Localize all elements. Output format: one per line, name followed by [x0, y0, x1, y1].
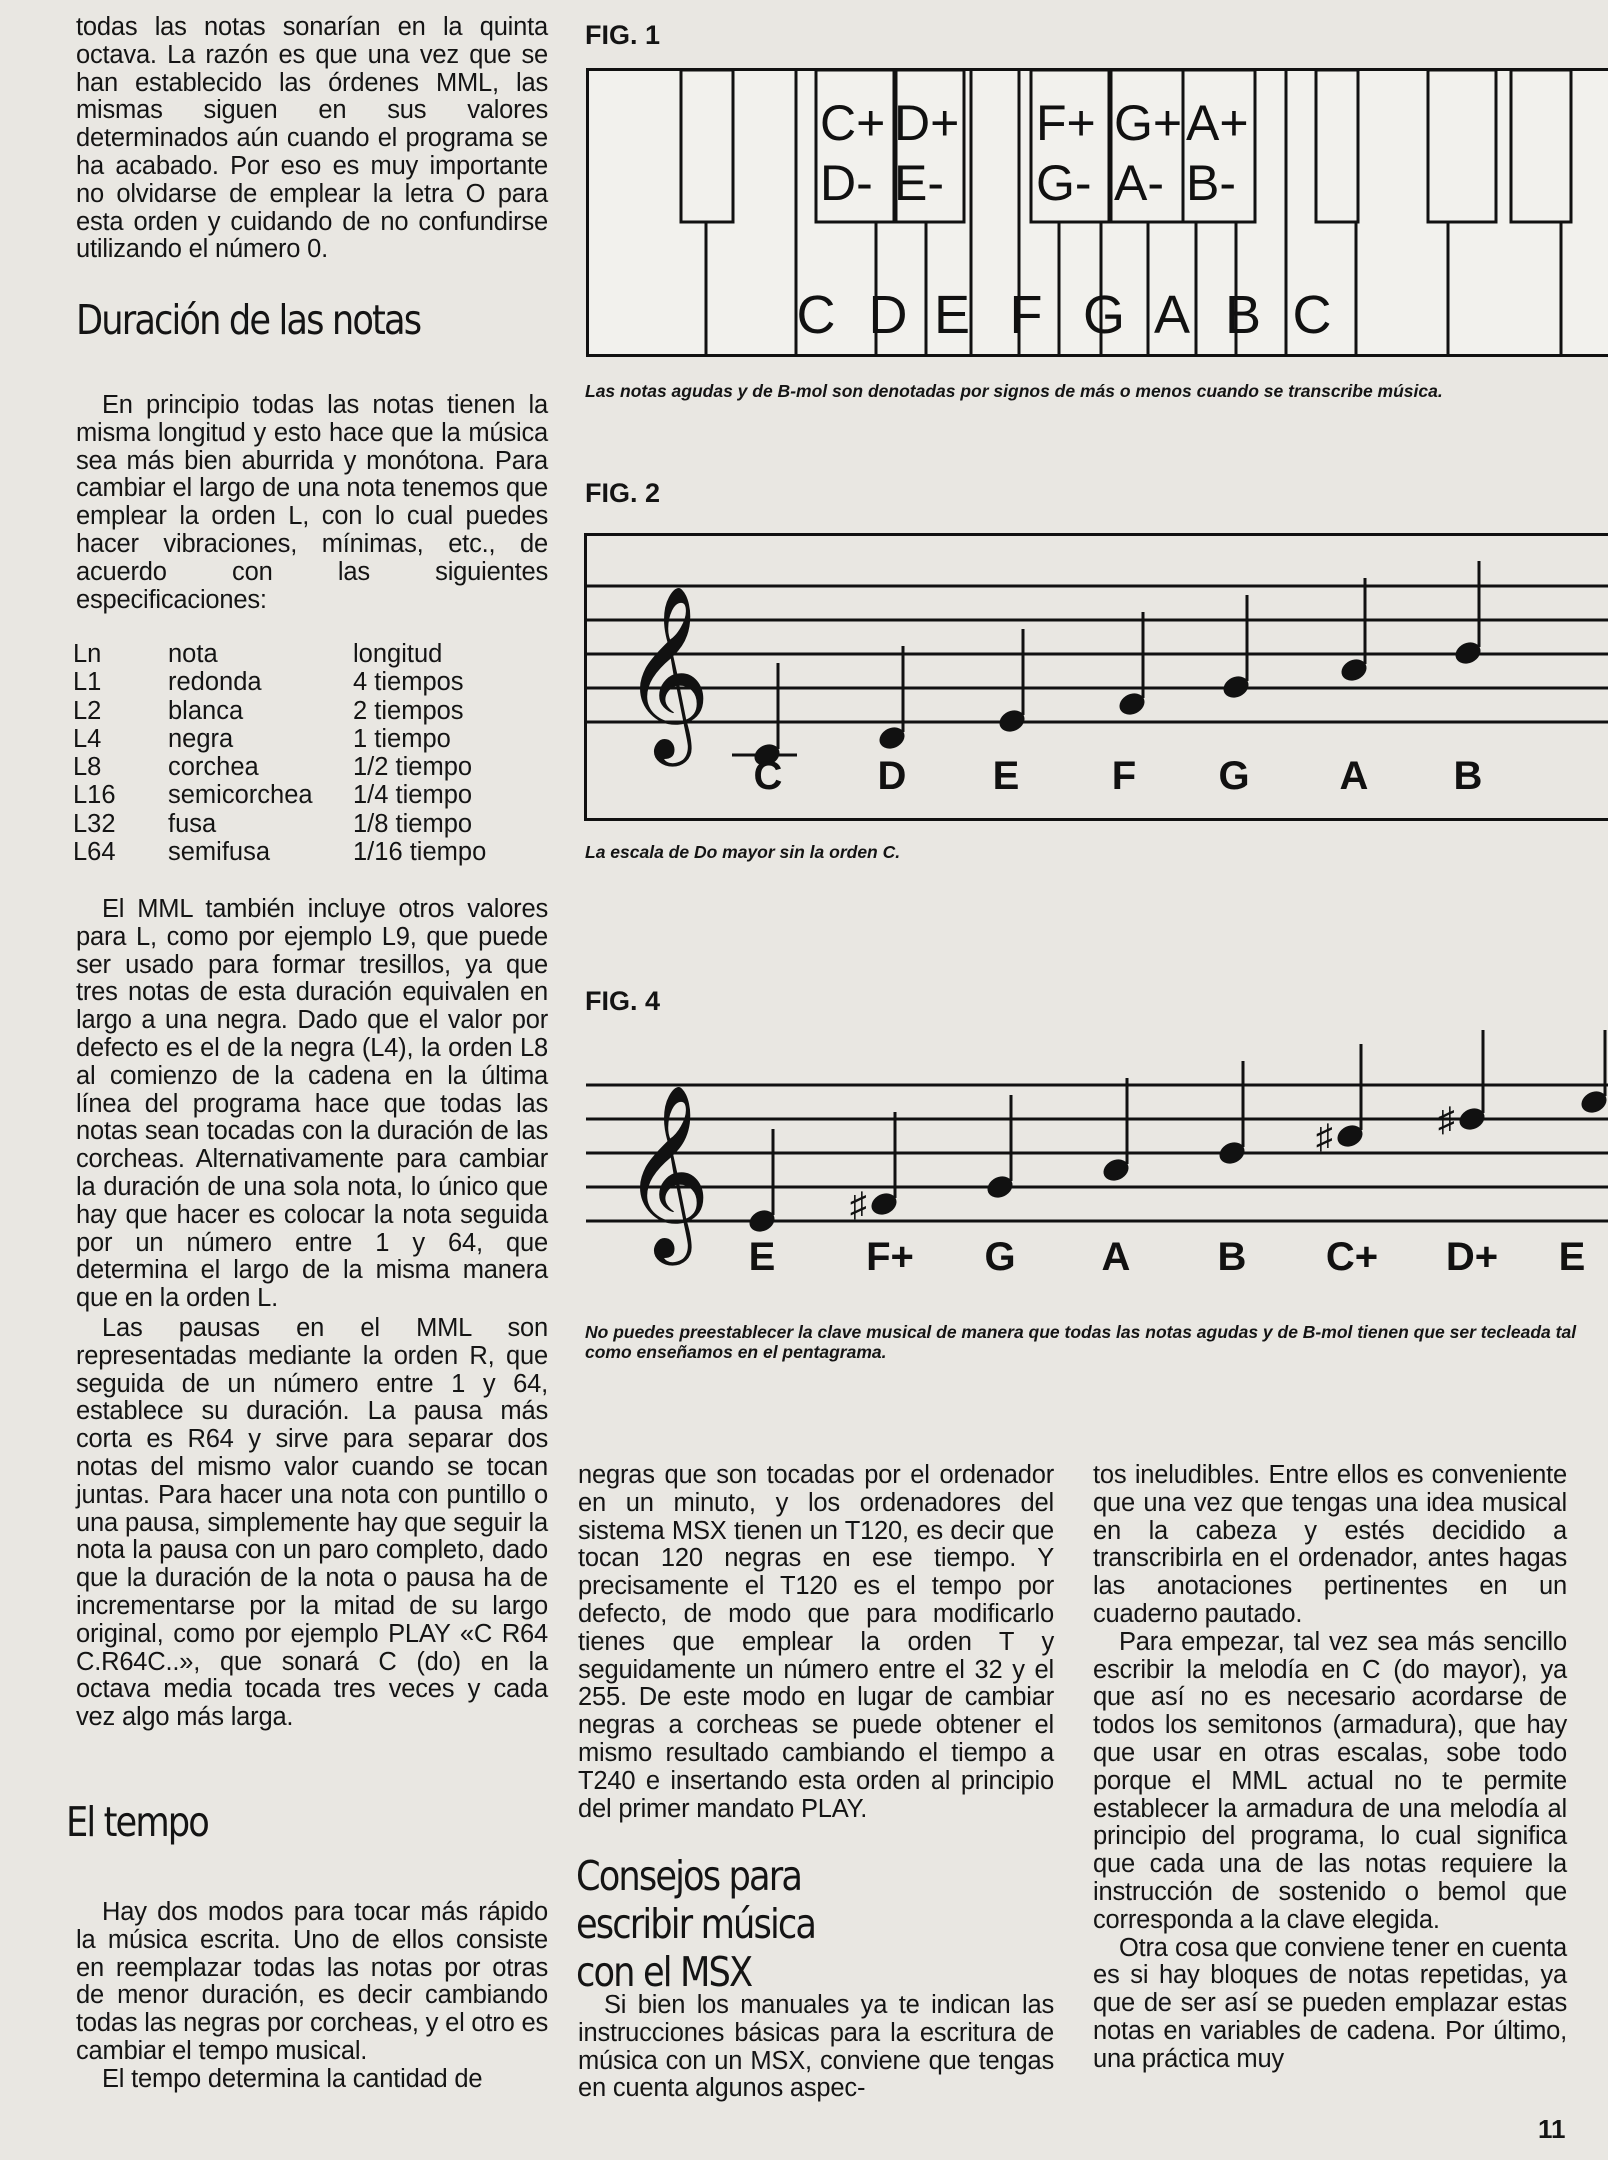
- note: [996, 629, 1028, 736]
- fig4-label: FIG. 4: [585, 986, 661, 1016]
- note-name: C+: [1325, 1235, 1379, 1279]
- black-key-label: F+: [1036, 95, 1096, 151]
- table-row: [73, 753, 486, 781]
- tips-paragraph-3: Otra cosa que conviene tener en cuenta es si hay bloques de notas repetidas, ya que de ser así se pueden emplazar estas notas en variables de cadena. Por último, una práctica muy: [1093, 1933, 1567, 2073]
- fig1-label: FIG. 1: [585, 20, 661, 50]
- tempo-paragraph-1: Hay dos modos para tocar más rápido la música escrita. Uno de ellos consiste en reemplazar todas las notas por otras de menor duración, es decir cambiando todas las negras por corcheas, y el otro es cambiar el tempo musical.: [76, 1898, 548, 2065]
- note-name: E: [1558, 1235, 1586, 1279]
- note: [876, 646, 908, 753]
- fig2-label: FIG. 2: [585, 478, 661, 508]
- table-cell: L2: [73, 696, 102, 725]
- fig4-caption: No puedes preestablecer la clave musical de manera que todas las notas agudas y de B-mol tienen que ser tecleada tal como enseñamos en el pentagrama.: [585, 1322, 1577, 1362]
- note: [1578, 1030, 1608, 1117]
- sharp-icon: ♯: [1438, 1101, 1455, 1139]
- fig4-note-names: [749, 1235, 1586, 1279]
- black-key-label: G+: [1114, 95, 1183, 151]
- table-cell: 1/16 tiempo: [353, 838, 487, 867]
- table-row: [73, 781, 486, 809]
- note: [1338, 578, 1370, 685]
- table-cell: L4: [73, 724, 102, 753]
- tips-continuation: tos ineludibles. Entre ellos es conveniente que una vez que tengas una idea musical en la cabeza y estés decidido a transcribirla en el ordenador, antes hagas las anotaciones pertinentes en un cuaderno pautado.: [1093, 1461, 1567, 1628]
- table-header-cell: longitud: [353, 640, 443, 668]
- black-key-label: A-: [1114, 155, 1164, 211]
- table-header-row: [73, 640, 486, 668]
- tips-paragraph-2: Para empezar, tal vez sea más sencillo escribir la melodía en C (do mayor), ya que así no es necesario acordarse de todos los semitonos (armadura), que hay que usar en otras escalas, sobe todo porque el MML actual no te permite establecer la armadura de una melodía al principio del programa, lo cual significa que cada una de las notas requiere la instrucción de sostenido o bemol que corresponda a la clave elegida.: [1093, 1627, 1567, 1934]
- table-row: [73, 810, 486, 838]
- table-cell: fusa: [168, 809, 217, 838]
- black-key: [1316, 70, 1358, 222]
- table-cell: redonda: [168, 668, 262, 697]
- note-name: E: [748, 1235, 776, 1279]
- sharp-icon: ♯: [850, 1186, 867, 1224]
- table-cell: semicorchea: [168, 781, 313, 810]
- note-name: B: [1453, 754, 1483, 798]
- black-key: [1511, 70, 1571, 222]
- black-key-label: G-: [1036, 155, 1092, 211]
- table-row: [73, 838, 486, 866]
- black-key-label: C+: [820, 95, 886, 151]
- white-key-label: A: [1153, 285, 1191, 345]
- table-cell: L8: [73, 753, 102, 782]
- page-number: 11: [1538, 2114, 1566, 2144]
- tips-paragraph: Si bien los manuales ya te indican las instrucciones básicas para la escritura de música con un MSX, conviene que tengas en cuenta algunos aspec-: [578, 1991, 1054, 2103]
- fig2-notes: [732, 561, 1484, 770]
- white-key-label: B: [1224, 285, 1262, 345]
- tempo-text: [76, 1899, 548, 2094]
- white-key-label: F: [1009, 285, 1043, 345]
- note-name: A: [1101, 1235, 1131, 1279]
- table-cell: L1: [73, 668, 102, 697]
- table-cell: negra: [168, 724, 234, 753]
- table-cell: 1/2 tiempo: [353, 753, 473, 782]
- note: [1116, 612, 1148, 719]
- fig4-notes: [746, 1030, 1608, 1236]
- table-cell: 4 tiempos: [353, 668, 464, 697]
- left-lower-text: [76, 896, 548, 1732]
- note-name: F+: [866, 1235, 914, 1279]
- table-cell: 2 tiempos: [353, 696, 464, 725]
- mml-paragraph: El MML también incluye otros valores para L, como por ejemplo L9, que puede ser usado para formar tresillos, ya que tres notas de esta duración equivalen en largo a una negra. Dado que el valor por defecto es el de la negra (L4), la orden L8 al comienzo de la cadena en la última línea del programa hace que todas las notas sean tocadas con la duración de las corcheas. Alternativamente para cambiar la duración de una sola nota, lo único que hay que hacer es colocar la nota seguida por un número entre 1 y 64, que determina el largo de la misma manera que en la orden L.: [76, 895, 548, 1313]
- note: [984, 1095, 1016, 1202]
- note-name: G: [1218, 754, 1250, 798]
- note-name: D: [877, 754, 907, 798]
- duration-table: [73, 640, 486, 866]
- table-row: [73, 725, 486, 753]
- table-header-cell: nota: [168, 640, 218, 668]
- note: [850, 1112, 900, 1224]
- table-cell: corchea: [168, 753, 259, 782]
- note-name: G: [984, 1235, 1016, 1279]
- heading-tempo: El tempo: [66, 1798, 208, 1846]
- white-key-label: D: [868, 285, 908, 345]
- white-key-label: G: [1082, 285, 1126, 345]
- tempo-continuation: negras que son tocadas por el ordenador en un minuto, y los ordenadores del sistema MSX tienen un T120, es decir que tocan 120 negras en ese tiempo. Y precisamente el T120 es el tempo por defecto, de modo que para modificarlo tienes que emplear la orden T y seguidamente un número entre el 32 y el 255. De este modo en lugar de cambiar negras a corcheas se puede obtener el mismo resultado cambiando el tiempo a T240 e insertando esta orden al principio del primer mandato PLAY.: [578, 1461, 1054, 1823]
- note-name: C: [753, 754, 783, 798]
- sharp-icon: ♯: [1316, 1118, 1333, 1156]
- note: [1220, 595, 1252, 702]
- note: [746, 1129, 778, 1236]
- treble-clef-icon: 𝄞: [622, 1086, 711, 1254]
- fig4-staff: [584, 1030, 1608, 1300]
- black-key: [1428, 70, 1496, 222]
- black-key: [681, 70, 733, 222]
- table-cell: L16: [73, 781, 116, 810]
- note: [1452, 561, 1484, 668]
- treble-clef-icon: 𝄞: [622, 587, 711, 755]
- fig2-staff: [584, 533, 1608, 823]
- black-key-label: A+: [1186, 95, 1249, 151]
- table-cell: semifusa: [168, 838, 271, 867]
- pauses-paragraph: Las pausas en el MML son representadas mediante la orden R, que seguida de un número entre 1 y 64, establece su duración. La pausa más corta es R64 y sirve para separar dos notas del mismo valor cuando se tocan juntas. Para hacer una nota con puntillo o una pausa, simplemente hay que seguir la nota la pausa con un paro completo, dado que la duración de la nota o pausa ha de incrementarse por la mitad de su largo original, como por ejemplo PLAY «C R64 C.R64C..», que sonará C (do) en la octava media tocada tres veces y cada vez algo más larga.: [76, 1313, 548, 1732]
- table-header-cell: Ln: [73, 640, 102, 668]
- fig1-keyboard: [586, 68, 1608, 358]
- duration-paragraph: En principio todas las notas tienen la misma longitud y esto hace que la música sea más bien aburrida y monótona. Para cambiar el largo de una nota tenemos que emplear la orden L, con lo cual puedes hacer vibraciones, mínimas, etc., de acuerdo con las siguientes especificaciones:: [76, 391, 548, 614]
- black-key-label: D-: [820, 155, 873, 211]
- black-key-label: E-: [894, 155, 944, 211]
- white-key-label: E: [933, 285, 971, 345]
- note-name: B: [1217, 1235, 1247, 1279]
- fig2-caption: La escala de Do mayor sin la orden C.: [585, 842, 901, 862]
- black-key-label: D+: [894, 95, 960, 151]
- fig2-note-names: [754, 754, 1483, 798]
- tempo-paragraph-2: El tempo determina la cantidad de: [102, 2064, 483, 2093]
- table-cell: L64: [73, 838, 116, 867]
- note: [1100, 1078, 1132, 1185]
- heading-tips: Consejos para escribir música con el MSX: [576, 1852, 816, 1996]
- right-column-text: [1093, 1462, 1567, 2074]
- heading-duration: Duración de las notas: [76, 296, 421, 344]
- table-cell: 1 tiempo: [353, 724, 451, 753]
- note-name: F: [1111, 754, 1137, 798]
- note-name: E: [992, 754, 1020, 798]
- table-row: [73, 697, 486, 725]
- table-cell: 1/8 tiempo: [353, 809, 473, 838]
- white-key-label: C: [1292, 285, 1332, 345]
- white-key-label: C: [796, 285, 836, 345]
- black-key-label: B-: [1186, 155, 1236, 211]
- table-row: [73, 668, 486, 696]
- note: [1216, 1061, 1248, 1168]
- fig1-caption: Las notas agudas y de B-mol son denotadas por signos de más o menos cuando se transcribe música.: [585, 381, 1443, 401]
- table-cell: 1/4 tiempo: [353, 781, 473, 810]
- intro-paragraph: todas las notas sonarían en la quinta octava. La razón es que una vez que se han establecido las órdenes MML, las mismas siguen en sus valores determinados aún cuando el programa se ha acabado. Por eso es muy importante no olvidarse de emplear la letra O para esta orden y cuidando de no confundirse utilizando el número 0.: [76, 13, 548, 264]
- note: [1316, 1044, 1366, 1156]
- fig2-staff-lines: [586, 586, 1608, 722]
- note-name: A: [1339, 754, 1369, 798]
- table-cell: blanca: [168, 696, 244, 725]
- note-name: D+: [1445, 1235, 1499, 1279]
- table-cell: L32: [73, 809, 116, 838]
